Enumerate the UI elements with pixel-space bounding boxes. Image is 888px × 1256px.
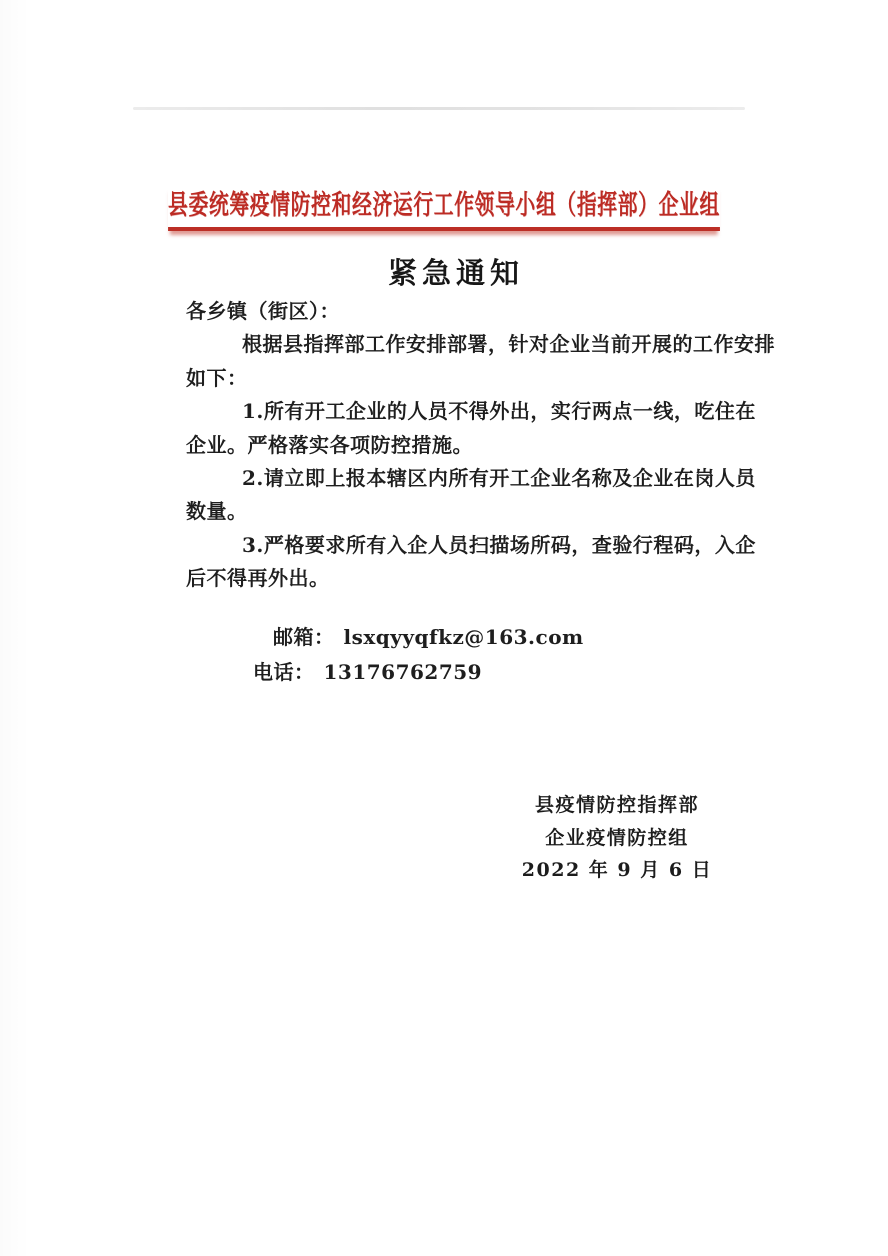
item-1-line: 1.所有开工企业的人员不得外出，实行两点一线，吃住在 xyxy=(242,399,756,424)
email-address: lsxqyyqfkz@163.com xyxy=(343,625,584,649)
phone-line xyxy=(253,655,584,690)
phone-label: 电话： xyxy=(253,660,315,684)
email-line xyxy=(253,620,584,655)
issuing-org-heading xyxy=(0,183,888,231)
signature-org-line-2: 企业疫情防控组 xyxy=(545,826,689,849)
item-2-line-continued: 数量。 xyxy=(186,499,248,524)
email-label: 邮箱： xyxy=(273,625,335,649)
item-3-line: 3.严格要求所有入企人员扫描场所码，查验行程码，入企 xyxy=(242,532,756,557)
document-title: 紧急通知 xyxy=(387,256,524,290)
intro-line: 根据县指挥部工作安排部署，针对企业当前开展的工作安排 xyxy=(242,332,775,357)
item-3-line-continued: 后不得再外出。 xyxy=(186,566,330,591)
signature-org-line-1: 县疫情防控指挥部 xyxy=(534,794,699,816)
notice-body xyxy=(186,295,775,596)
phone-number: 13176762759 xyxy=(323,660,483,684)
signature-date: 2022 年 9 月 6 日 xyxy=(521,859,713,882)
scan-artifact-line xyxy=(133,107,745,110)
item-1-line-continued: 企业。严格落实各项防控措施。 xyxy=(186,432,473,457)
salutation-line: 各乡镇（街区）： xyxy=(186,299,340,323)
contact-info xyxy=(253,620,584,690)
signature-block xyxy=(472,789,762,887)
intro-line-continued: 如下： xyxy=(186,365,248,390)
item-2-line: 2.请立即上报本辖区内所有开工企业名称及企业在岗人员 xyxy=(242,466,756,491)
issuing-org-heading-text: 县委统筹疫情防控和经济运行工作领导小组（指挥部）企业组 xyxy=(168,183,720,231)
